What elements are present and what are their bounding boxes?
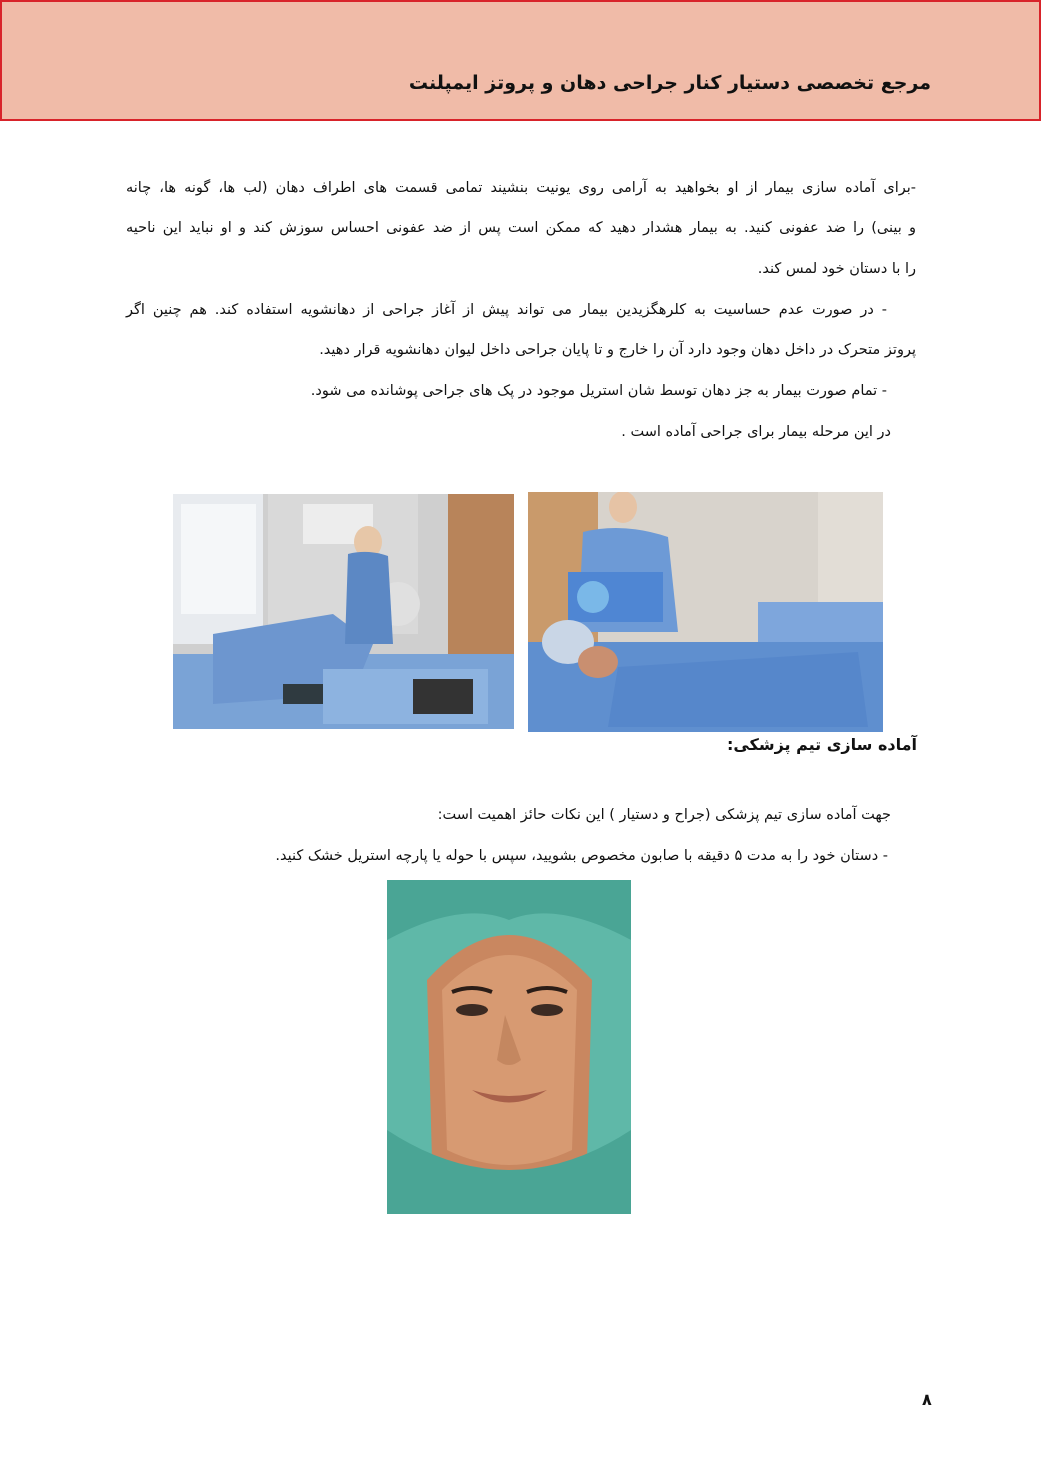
photo-drape-placement: [528, 492, 883, 732]
section-heading-team-prep: آماده سازی تیم پزشکی:: [726, 735, 917, 754]
page-number: ۸: [922, 1390, 932, 1409]
paragraph-4-line-1: در این مرحله بیمار برای جراحی آماده است .: [621, 424, 891, 440]
paragraph-2-line-1: - در صورت عدم حساسیت به کلرهگزیدین بیمار می تواند پیش از آغاز جراحی از دهانشویه استفاده کند. هم چنین اگر: [126, 302, 887, 318]
photo-patient-disinfection: [173, 494, 514, 729]
paragraph-3-line-1: - تمام صورت بیمار به جز دهان توسط شان استریل موجود در پک های جراحی پوشانده می شود.: [310, 383, 887, 399]
team-prep-intro: جهت آماده سازی تیم پزشکی (جراح و دستیار ) این نکات حائز اهمیت است:: [437, 807, 891, 823]
paragraph-2-line-2: پروتز متحرک در داخل دهان وجود دارد آن را خارج و تا پایان جراحی داخل لیوان دهانشویه قرار دهید.: [319, 342, 916, 358]
header-title: مرجع تخصصی دستیار کنار جراحی دهان و پروتز ایمپلنت: [408, 72, 931, 94]
page-header: [0, 0, 1041, 121]
paragraph-1-line-2: و بینی) را ضد عفونی کنید. به بیمار هشدار دهید که ممکن است پس از ضد عفونی احساس سوزش کند و او نباید این ناحیه: [126, 220, 916, 236]
team-prep-bullet-1: - دستان خود را به مدت ۵ دقیقه با صابون مخصوص بشویید، سپس با حوله یا پارچه استریل خشک کنید.: [275, 848, 888, 864]
paragraph-1-line-3: را با دستان خود لمس کند.: [757, 261, 916, 277]
paragraph-1-line-1: -برای آماده سازی بیمار از او بخواهید به آرامی روی یونیت بنشیند تمامی قسمت های اطراف دهان (لب ها، گونه ها، چانه: [126, 180, 916, 196]
photo-draped-patient-face: [387, 880, 631, 1214]
